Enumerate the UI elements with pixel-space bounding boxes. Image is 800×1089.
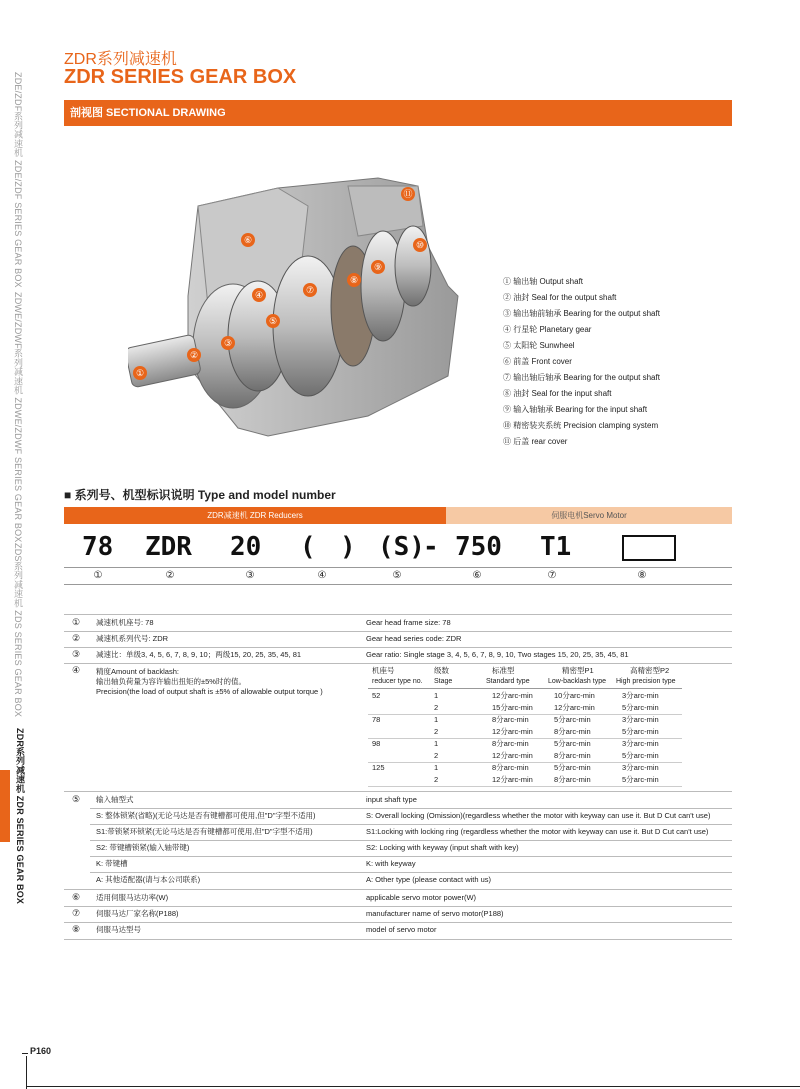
page-number: P160 xyxy=(30,1046,52,1056)
gearbox-sectional-drawing xyxy=(128,166,468,466)
table-cell: 8分arc-min xyxy=(554,727,591,736)
table-cell: 3分arc-min xyxy=(622,739,659,748)
footer-vertical-rule xyxy=(26,1056,27,1089)
row-cn: 伺服马达型号 xyxy=(96,925,141,934)
legend-item: ⑧ 油封 Seal for the input shaft xyxy=(503,389,612,398)
side-label-zdwe: ZDWE/ZDWF系列减速机 ZDWE/ZDWF SERIES GEAR BOX xyxy=(13,292,23,543)
drawing-num-9: ⑨ xyxy=(373,262,383,272)
divider xyxy=(64,922,732,923)
row-en: model of servo motor xyxy=(366,925,437,934)
divider xyxy=(64,906,732,907)
model-part-shaft: (S) xyxy=(378,532,425,562)
table-cell: 5分arc-min xyxy=(622,751,659,760)
divider xyxy=(64,631,732,632)
model-part-zdr: ZDR xyxy=(145,532,192,562)
row-num: ④ xyxy=(72,665,81,675)
row-en: manufacturer name of servo motor(P188) xyxy=(366,909,504,918)
model-part-ratio: 20 xyxy=(230,532,262,562)
row-num: ② xyxy=(72,633,81,643)
drawing-num-11: ⑪ xyxy=(403,189,413,199)
divider xyxy=(90,808,732,809)
table-cell: 3分arc-min xyxy=(622,715,659,724)
side-label-zdr: ZDR系列减速机 ZDR SERIES GEAR BOX xyxy=(15,728,25,905)
table-header: Stage xyxy=(434,678,453,685)
table-cell: 8分arc-min xyxy=(554,751,591,760)
table-header: Standard type xyxy=(486,678,530,685)
drawing-num-2: ② xyxy=(189,350,199,360)
model-part-maker: T1 xyxy=(540,532,572,562)
model-num: ⑦ xyxy=(547,570,557,581)
model-num: ⑧ xyxy=(637,570,647,581)
row-en: K: with keyway xyxy=(366,859,416,868)
divider xyxy=(90,872,732,873)
table-cell: 8分arc-min xyxy=(492,763,529,772)
table-cell: 12分arc-min xyxy=(492,691,533,700)
model-part-paren-open: ( xyxy=(300,532,316,562)
table-cell: 3分arc-min xyxy=(622,691,659,700)
model-part-paren-close: ) xyxy=(340,532,356,562)
divider xyxy=(64,791,732,792)
table-cell: 8分arc-min xyxy=(554,775,591,784)
row-num: ⑧ xyxy=(72,924,81,934)
table-cell: 78 xyxy=(372,715,381,724)
model-num: ① xyxy=(93,570,103,581)
row-cn: K: 带键槽 xyxy=(96,859,128,868)
table-cell: 98 xyxy=(372,739,381,748)
table-cell: 10分arc-min xyxy=(554,691,595,700)
row-num: ⑤ xyxy=(72,794,81,804)
row-cn: 精度Amount of backlash: xyxy=(96,667,179,676)
divider xyxy=(90,824,732,825)
table-cell: 5分arc-min xyxy=(554,739,591,748)
row-cn: S: 整体锁紧(省略)(无论马达是否有键槽都可使用,但"D"字型不适用) xyxy=(96,811,316,820)
header-servo-motor: 伺服电机Servo Motor xyxy=(446,507,732,524)
drawing-num-4: ④ xyxy=(254,290,264,300)
drawing-num-1: ① xyxy=(135,368,145,378)
side-label-zds: ZDS系列减速机 ZDS SERIES GEAR BOX xyxy=(13,543,23,718)
table-cell: 12分arc-min xyxy=(492,751,533,760)
table-cell: 12分arc-min xyxy=(492,727,533,736)
table-cell: 5分arc-min xyxy=(622,775,659,784)
table-cell: 1 xyxy=(434,739,439,748)
table-cell: 1 xyxy=(434,715,439,724)
legend-item: ② 油封 Seal for the output shaft xyxy=(503,293,617,302)
divider xyxy=(90,840,732,841)
side-active-marker xyxy=(0,770,10,842)
footer-bottom-rule xyxy=(26,1086,800,1087)
table-cell: 2 xyxy=(434,775,439,784)
drawing-num-8: ⑧ xyxy=(349,275,359,285)
legend-item: ⑤ 太阳轮 Sunwheel xyxy=(503,341,575,350)
table-cell: 2 xyxy=(434,751,439,760)
table-header: 高精密型P2 xyxy=(630,666,670,675)
row-en: S1:Locking with locking ring (regardless whether the motor with keyway can use it. But D Cut can't use) xyxy=(366,827,709,836)
model-part-power: 750 xyxy=(455,532,502,562)
row-cn: 输出轴负荷量为容许输出扭矩的±5%时的值。 xyxy=(96,677,246,686)
header-reducers: ZDR减速机 ZDR Reducers xyxy=(64,507,446,524)
legend-item: ⑨ 输入轴轴承 Bearing for the input shaft xyxy=(503,405,648,414)
table-cell: 8分arc-min xyxy=(492,739,529,748)
row-cn: 输入轴型式 xyxy=(96,795,134,804)
model-num: ④ xyxy=(317,570,327,581)
table-cell: 8分arc-min xyxy=(492,715,529,724)
table-header: High precision type xyxy=(616,678,676,685)
table-header: reducer type no. xyxy=(372,678,423,685)
row-en: S2: Locking with keyway (input shaft with key) xyxy=(366,843,519,852)
row-cn: S2: 带键槽锁紧(输入轴带键) xyxy=(96,843,190,852)
row-cn: 减速机系列代号: ZDR xyxy=(96,634,169,643)
row-en: input shaft type xyxy=(366,795,417,804)
table-row-divider xyxy=(368,786,682,787)
legend-item: ⑥ 前盖 Front cover xyxy=(503,357,572,366)
table-cell: 1 xyxy=(434,691,439,700)
row-en: applicable servo motor power(W) xyxy=(366,893,477,902)
row-num: ③ xyxy=(72,649,81,659)
legend-item: ⑪ 后盖 rear cover xyxy=(503,437,568,446)
footer-rule xyxy=(22,1053,28,1054)
legend-item: ③ 输出轴前轴承 Bearing for the output shaft xyxy=(503,309,660,318)
table-cell: 125 xyxy=(372,763,385,772)
drawing-num-5: ⑤ xyxy=(268,316,278,326)
table-cell: 5分arc-min xyxy=(622,727,659,736)
table-cell: 3分arc-min xyxy=(622,763,659,772)
model-num: ⑤ xyxy=(392,570,402,581)
model-num: ③ xyxy=(245,570,255,581)
model-part-78: 78 xyxy=(82,532,114,562)
model-num: ② xyxy=(165,570,175,581)
divider xyxy=(90,856,732,857)
drawing-num-7: ⑦ xyxy=(305,285,315,295)
divider xyxy=(64,889,732,890)
table-cell: 52 xyxy=(372,691,381,700)
legend-item: ⑩ 精密装夹系统 Precision clamping system xyxy=(503,421,659,430)
drawing-num-6: ⑥ xyxy=(243,235,253,245)
legend-item: ⑦ 输出轴后轴承 Bearing for the output shaft xyxy=(503,373,660,382)
row-num: ⑥ xyxy=(72,892,81,902)
row-en: Gear ratio: Single stage 3, 4, 5, 6, 7, 8, 9, 10, Two stages 15, 20, 25, 35, 45, 81 xyxy=(366,650,629,659)
table-header: 精密型P1 xyxy=(562,666,594,675)
divider xyxy=(64,939,732,940)
row-en: Precision(the load of output shaft is ±5% of allowable output torque ) xyxy=(96,687,323,696)
legend-item: ① 输出轴 Output shaft xyxy=(503,277,584,286)
table-cell: 5分arc-min xyxy=(622,703,659,712)
table-cell: 2 xyxy=(434,727,439,736)
section-title-type-model: ■ 系列号、机型标识说明 Type and model number xyxy=(64,488,336,502)
row-num: ① xyxy=(72,617,81,627)
drawing-num-10: ⑩ xyxy=(415,240,425,250)
row-cn: A: 其他适配器(请与本公司联系) xyxy=(96,875,201,884)
row-en: Gear head frame size: 78 xyxy=(366,618,451,627)
row-cn: 适用伺服马达功率(W) xyxy=(96,893,169,902)
drawing-num-3: ③ xyxy=(223,338,233,348)
row-cn: 减速机机座号: 78 xyxy=(96,618,154,627)
row-en: S: Overall locking (Omission)(regardless whether the motor with keyway can use it. But D Cut can't use) xyxy=(366,811,711,820)
table-header: Low-backlash type xyxy=(548,678,606,685)
table-cell: 12分arc-min xyxy=(492,775,533,784)
side-label-zde: ZDE/ZDF系列减速机 ZDE/ZDF SERIES GEAR BOX xyxy=(13,72,23,288)
table-cell: 5分arc-min xyxy=(554,715,591,724)
row-cn: 减速比：单级3, 4, 5, 6, 7, 8, 9, 10；两级15, 20, 25, 35, 45, 81 xyxy=(96,650,302,659)
table-cell: 15分arc-min xyxy=(492,703,533,712)
row-num: ⑦ xyxy=(72,908,81,918)
divider xyxy=(64,663,732,664)
model-num: ⑥ xyxy=(472,570,482,581)
model-part-dash: - xyxy=(423,532,439,562)
row-cn: 伺服马达厂家名称(P188) xyxy=(96,909,179,918)
divider xyxy=(64,614,732,615)
page-title-en: ZDR SERIES GEAR BOX xyxy=(64,66,297,88)
table-header: 标准型 xyxy=(492,666,515,675)
divider xyxy=(64,647,732,648)
model-number-row xyxy=(64,567,732,585)
table-cell: 5分arc-min xyxy=(554,763,591,772)
table-cell: 1 xyxy=(434,763,439,772)
row-en: A: Other type (please contact with us) xyxy=(366,875,492,884)
row-en: Gear head series code: ZDR xyxy=(366,634,462,643)
parts-legend xyxy=(503,274,660,450)
table-cell: 2 xyxy=(434,703,439,712)
table-header: 级数 xyxy=(434,666,449,675)
row-cn: S1:带锁紧环锁紧(无论马达是否有键槽都可使用,但"D"字型不适用) xyxy=(96,827,313,836)
section-bar-sectional: 剖视图 SECTIONAL DRAWING xyxy=(64,100,732,126)
table-cell: 12分arc-min xyxy=(554,703,595,712)
table-header: 机座号 xyxy=(372,666,395,675)
page-title-cn: ZDR系列减速机 xyxy=(64,51,177,68)
legend-item: ④ 行星轮 Planetary gear xyxy=(503,325,592,334)
model-part-motor-box xyxy=(622,535,676,561)
